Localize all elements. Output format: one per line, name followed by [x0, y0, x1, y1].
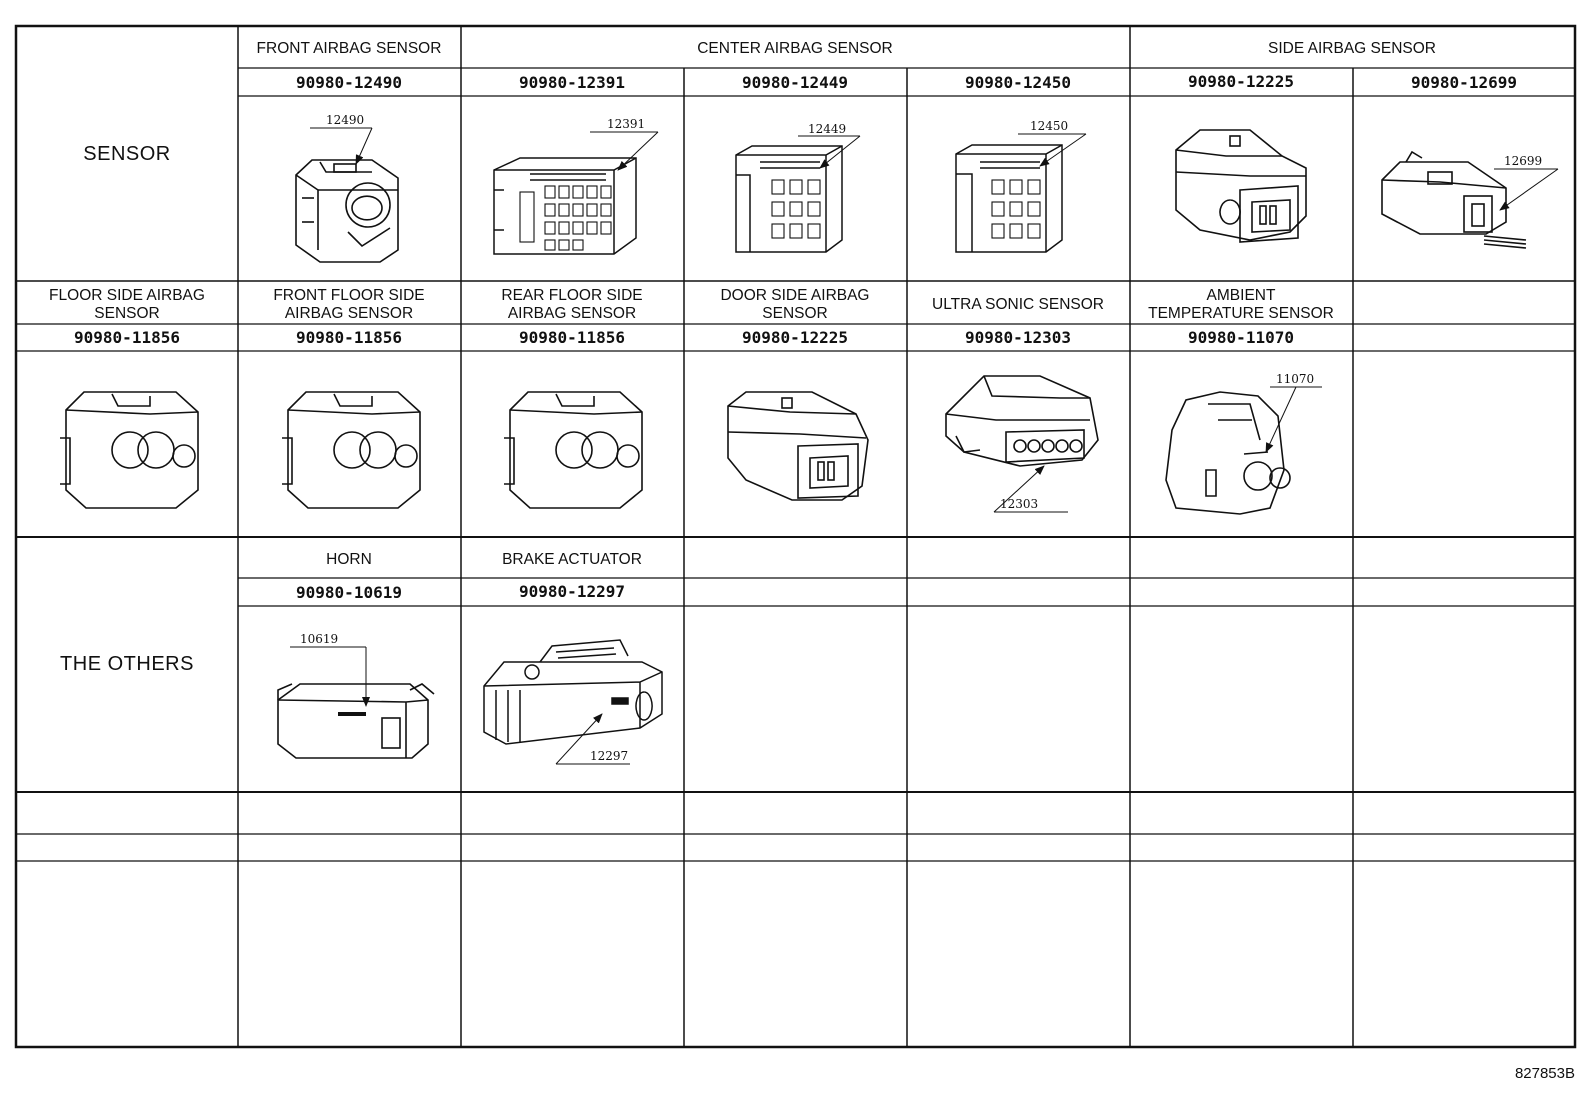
part-number: 90980-10619: [296, 583, 402, 602]
callout-label: 10619: [300, 632, 339, 646]
callout-12297: [556, 714, 630, 764]
callout-12449: [798, 122, 860, 168]
part-number: 90980-12391: [519, 73, 625, 92]
title-ambient-temperature-sensor: AMBIENT TEMPERATURE SENSOR: [1148, 287, 1334, 322]
callout-label: 12391: [607, 117, 646, 131]
title-horn: HORN: [326, 551, 372, 568]
title-brake-actuator: BRAKE ACTUATOR: [502, 551, 642, 568]
callout-arrow: [1500, 169, 1558, 210]
part-number: 90980-12297: [519, 582, 625, 601]
connector-drawing-10619: [278, 684, 434, 758]
title-ultra-sonic-sensor: ULTRA SONIC SENSOR: [932, 296, 1104, 313]
callout-12490: [310, 113, 372, 164]
part-number: 90980-11856: [296, 328, 402, 347]
part-number: 90980-12225: [1188, 72, 1294, 91]
part-number: 90980-12449: [742, 73, 848, 92]
callout-10619: [290, 632, 366, 716]
group-side-airbag-sensor: SIDE AIRBAG SENSOR: [1268, 40, 1436, 57]
callout-label: 12297: [590, 749, 629, 763]
title-front-floor-side-airbag-sensor: FRONT FLOOR SIDE AIRBAG SENSOR: [273, 287, 425, 322]
callout-label: 12490: [326, 113, 365, 127]
callout-label: 12450: [1030, 119, 1069, 133]
part-number: 90980-12303: [965, 328, 1071, 347]
connector-drawing-12225: [1176, 130, 1306, 242]
connector-drawing-12297: [484, 640, 662, 744]
callout-label: 12449: [808, 122, 847, 136]
part-number: 90980-11856: [74, 328, 180, 347]
callout-12391: [590, 117, 658, 170]
part-number: 90980-12699: [1411, 73, 1517, 92]
callout-arrow: [356, 128, 372, 164]
section-label-others: THE OTHERS: [60, 653, 194, 675]
callout-12303: [994, 466, 1068, 512]
connector-drawing-12225: [728, 392, 868, 500]
callout-arrow: [618, 132, 658, 170]
part-number: 90980-12450: [965, 73, 1071, 92]
callout-label: 12699: [1504, 154, 1543, 168]
connector-drawing-12450: [956, 145, 1062, 252]
title-door-side-airbag-sensor: DOOR SIDE AIRBAG SENSOR: [720, 287, 870, 322]
callout-label: 11070: [1276, 372, 1315, 386]
connector-drawing-11070: [1166, 392, 1290, 514]
connector-drawing-11856: [60, 392, 198, 508]
group-center-airbag-sensor: CENTER AIRBAG SENSOR: [697, 40, 893, 57]
callout-12699: [1494, 154, 1558, 210]
title-floor-side-airbag-sensor: FLOOR SIDE AIRBAG SENSOR: [49, 287, 205, 322]
section-label-sensor: SENSOR: [83, 143, 171, 165]
part-number: 90980-12225: [742, 328, 848, 347]
figure-code: 827853B: [1514, 1065, 1575, 1082]
label-strip: [338, 712, 366, 716]
title-rear-floor-side-airbag-sensor: REAR FLOOR SIDE AIRBAG SENSOR: [501, 287, 643, 322]
part-number: 90980-11856: [519, 328, 625, 347]
callout-label: 12303: [1000, 497, 1039, 511]
table-grid: [16, 26, 1575, 1047]
group-front-airbag-sensor: FRONT AIRBAG SENSOR: [256, 40, 442, 57]
connector-drawing-11856: [282, 392, 420, 508]
callout-arrow: [820, 136, 860, 168]
part-number: 90980-11070: [1188, 328, 1294, 347]
part-number: 90980-12490: [296, 73, 402, 92]
callout-12450: [1018, 119, 1086, 166]
connector-drawing-11856: [504, 392, 642, 508]
connector-drawing-12490: [296, 160, 398, 262]
connector-drawing-12303: [946, 376, 1098, 466]
connector-drawing-12391: [494, 158, 636, 254]
callout-arrow: [1040, 134, 1086, 166]
connector-drawing-12449: [736, 146, 842, 252]
